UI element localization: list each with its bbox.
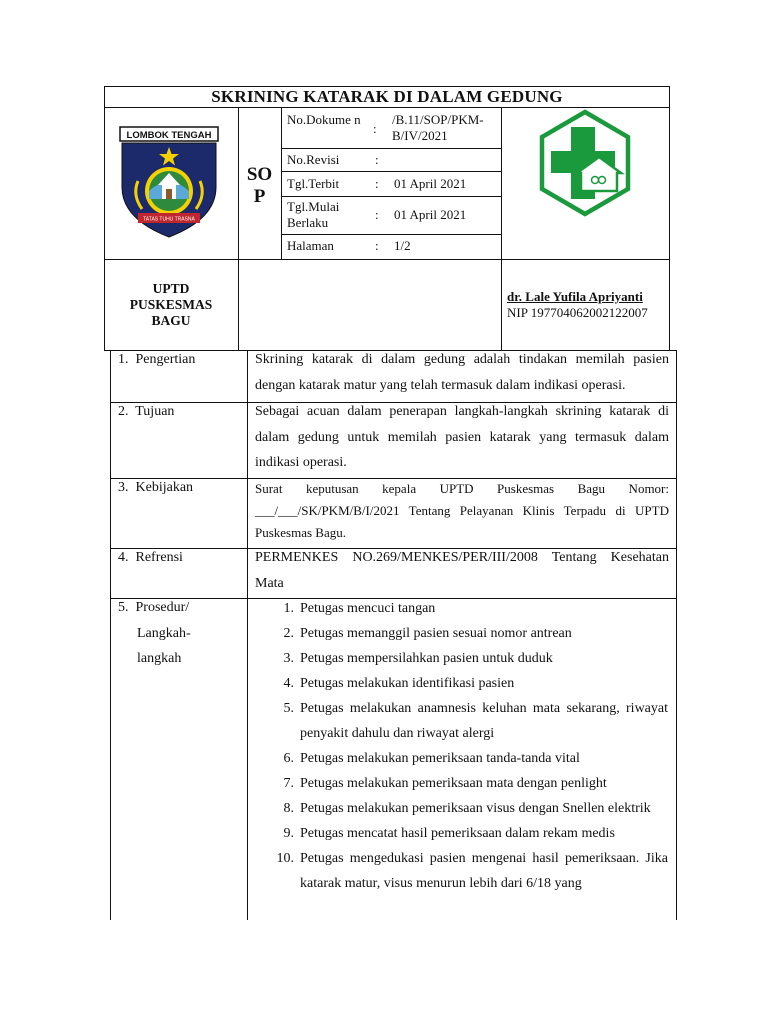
section-label-kebijakan: 3. Kebijakan <box>118 480 194 495</box>
list-item: 8. Petugas melakukan pemeriksaan visus dengan Snellen elektrik <box>283 801 651 816</box>
section-label-pengertian: 1. Pengertian <box>118 352 196 367</box>
list-item: 9. Petugas mencatat hasil pemeriksaan dalam rekam medis <box>283 826 615 841</box>
section-text-tujuan: Sebagai acuan dalam penerapan langkah-langkah skrining katarak di dalam gedung untuk memilah pasien katarak yang termasuk dalam indikasi operasi. <box>255 404 669 470</box>
lombok-tengah-crest-logo <box>118 123 220 239</box>
field-value: 01 April 2021 <box>394 207 467 222</box>
list-item: 6. Petugas melakukan pemeriksaan tanda-tanda vital <box>283 751 580 766</box>
institution-name: UPTD PUSKESMAS BAGU <box>129 281 213 328</box>
section-text-pengertian: Skrining katarak di dalam gedung adalah tindakan memilah pasien dengan katarak matur yang telah termasuk dalam indikasi operasi. <box>255 352 669 393</box>
field-label: Tgl.Terbit <box>287 176 340 191</box>
svg-text:LOMBOK TENGAH: LOMBOK TENGAH <box>126 130 212 141</box>
section-label-prosedur: 5. Prosedur/ Langkah- langkah <box>118 600 191 666</box>
field-label: No.Dokume n <box>287 112 361 127</box>
puskesmas-logo <box>537 107 633 219</box>
list-item: 5. Petugas melakukan anamnesis keluhan mata sekarang, riwayat penyakit dahulu dan riwayat alergi <box>283 701 668 741</box>
signatory-name: dr. Lale Yufila Apriyanti <box>507 289 643 304</box>
svg-text:TATAS TUHU TRASNA: TATAS TUHU TRASNA <box>143 216 195 223</box>
procedure-steps <box>254 596 668 920</box>
list-item: 3. Petugas mempersilahkan pasien untuk duduk <box>283 651 553 666</box>
signatory-block <box>507 289 667 321</box>
list-item: 1. Petugas mencuci tangan <box>283 601 436 616</box>
document-title: SKRINING KATARAK DI DALAM GEDUNG <box>211 87 563 106</box>
signatory-nip: NIP 197704062002122007 <box>507 305 648 320</box>
sop-label: SO P <box>246 164 273 207</box>
section-text-kebijakan: Surat keputusan kepala UPTD Puskesmas Bagu Nomor: ___/___/SK/PKM/B/I/2021 Tentang Pelayanan Klinis Terpadu di UPTD Puskesmas Bagu. <box>255 481 669 540</box>
list-item: 2. Petugas memanggil pasien sesuai nomor antrean <box>283 626 572 641</box>
field-label: Halaman <box>287 238 334 253</box>
field-value: /B.11/SOP/PKM-B/IV/2021 <box>392 112 484 143</box>
field-value: 1/2 <box>394 238 411 253</box>
field-value: 01 April 2021 <box>394 176 467 191</box>
list-item: 7. Petugas melakukan pemeriksaan mata dengan penlight <box>283 776 607 791</box>
field-label: Tgl.Mulai Berlaku <box>287 199 340 230</box>
list-item: 4. Petugas melakukan identifikasi pasien <box>283 676 515 691</box>
section-text-refrensi: PERMENKES NO.269/MENKES/PER/III/2008 Tentang Kesehatan Mata <box>255 550 669 591</box>
list-item: 10. Petugas mengedukasi pasien mengenai hasil pemeriksaan. Jika katarak matur, visus menurun lebih dari 6/18 yang <box>276 851 668 891</box>
section-label-refrensi: 4. Refrensi <box>118 550 183 565</box>
section-label-tujuan: 2. Tujuan <box>118 404 175 419</box>
field-label: No.Revisi <box>287 152 340 167</box>
